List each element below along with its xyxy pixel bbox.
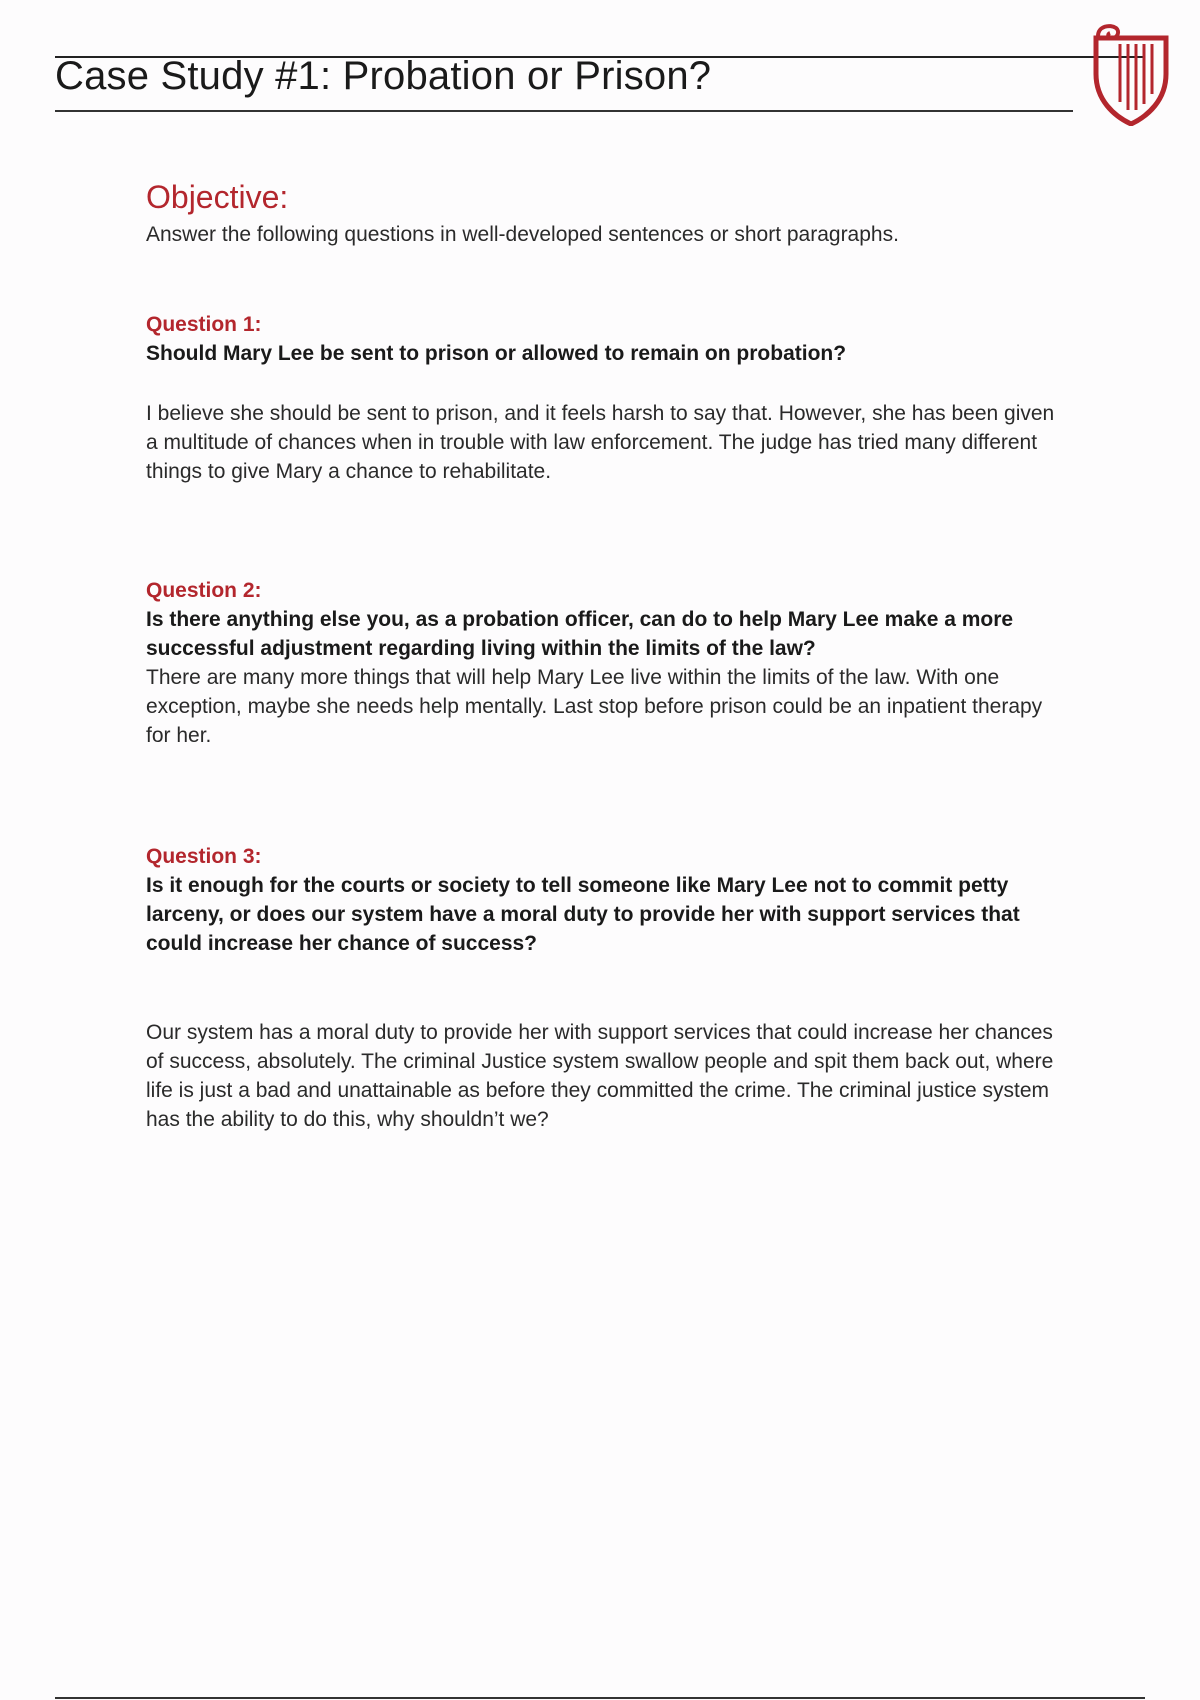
question-3-answer: Our system has a moral duty to provide her with support services that could increase her chances of success, absolutely. The criminal Justice system swallow people and spit them back out, where life is just a bad and unattainable as before they committed the crime. The criminal justice system has the ability to do this, why shouldn’t we? <box>146 1021 1054 1131</box>
question-1-prompt: Should Mary Lee be sent to prison or allowed to remain on probation? <box>146 342 847 365</box>
question-2-answer: There are many more things that will help Mary Lee live within the limits of the law. With one exception, maybe she needs help mentally. Last stop before prison could be an inpatient therapy for her. <box>146 666 1043 747</box>
question-2-prompt: Is there anything else you, as a probation officer, can do to help Mary Lee make a more successful adjustment regarding living within the limits of the law? <box>146 608 1014 660</box>
question-1-label: Question 1: <box>146 313 262 336</box>
question-2-label: Question 2: <box>146 579 262 602</box>
question-1-section <box>146 310 1066 486</box>
title-bottom-rule <box>55 110 1073 112</box>
objective-instructions: Answer the following questions in well-developed sentences or short paragraphs. <box>146 223 899 246</box>
document-title: Case Study #1: Probation or Prison? <box>55 54 712 98</box>
shield-column-logo-icon <box>1090 22 1172 126</box>
question-3-label: Question 3: <box>146 845 262 868</box>
objective-heading: Objective: <box>146 179 289 215</box>
question-2-section <box>146 576 1066 750</box>
footer-rule <box>55 1697 1145 1699</box>
question-3-prompt: Is it enough for the courts or society to tell someone like Mary Lee not to commit petty larceny, or does our system have a moral duty to provide her with support services that could increase her chance of success? <box>146 874 1020 955</box>
objective-section <box>146 176 1066 249</box>
question-3-section <box>146 842 1066 1134</box>
question-1-answer: I believe she should be sent to prison, and it feels harsh to say that. However, she has been given a multitude of chances when in trouble with law enforcement. The judge has tried many different things to give Mary a chance to rehabilitate. <box>146 402 1055 483</box>
